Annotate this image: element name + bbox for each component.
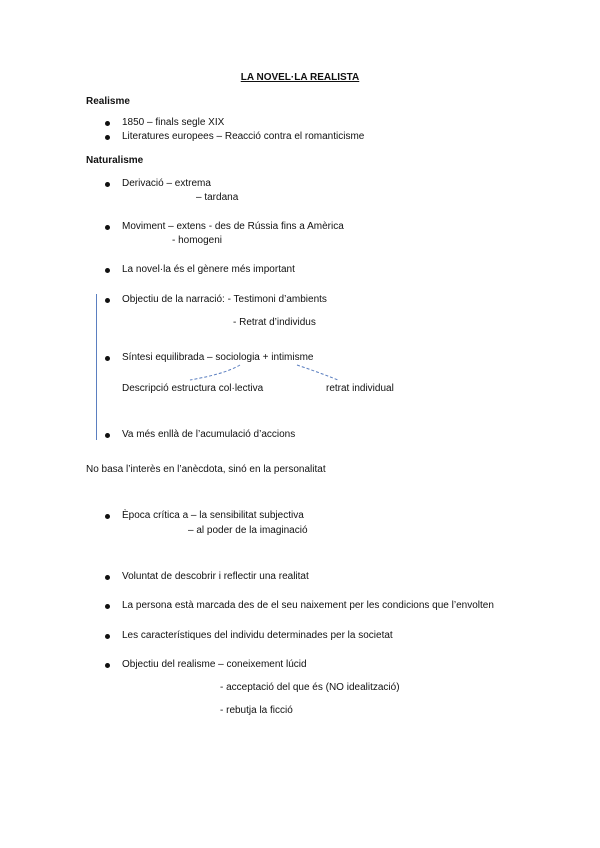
bullet-icon: [105, 604, 110, 609]
list-item: Objectiu de la narració: - Testimoni d’ambients: [122, 294, 327, 305]
list-item: Objectiu del realisme – coneixement lúcid: [122, 659, 307, 670]
list-item: Derivació – extrema: [122, 178, 211, 189]
list-item: Voluntat de descobrir i reflectir una realitat: [122, 571, 309, 582]
list-item-continuation: – tardana: [196, 192, 239, 203]
page-title: LA NOVEL·LA REALISTA: [240, 72, 360, 83]
bullet-icon: [105, 433, 110, 438]
connector-right: [297, 365, 338, 380]
bullet-icon: [105, 514, 110, 519]
paragraph: No basa l’interès en l’anècdota, sinó en la personalitat: [86, 464, 326, 475]
list-item-continuation: - Retrat d’individus: [233, 317, 316, 328]
list-item: Literatures europees – Reacció contra el romanticisme: [122, 131, 365, 142]
list-item: La persona està marcada des de el seu naixement per les condicions que l’envolten: [122, 600, 494, 611]
list-item: La novel·la és el gènere més important: [122, 264, 295, 275]
list-item: Moviment – extens - des de Rússia fins a Amèrica: [122, 221, 344, 232]
bullet-icon: [105, 663, 110, 668]
bullet-icon: [105, 575, 110, 580]
list-item-continuation: - homogeni: [172, 235, 223, 246]
list-item-continuation: - rebutja la ficció: [220, 705, 293, 716]
list-item: Època crítica a – la sensibilitat subjectiva: [122, 510, 304, 521]
list-item: Va més enllà de l’acumulació d’accions: [122, 429, 296, 440]
list-item-continuation: - acceptació del que és (NO idealització): [220, 682, 400, 693]
bullet-icon: [105, 634, 110, 639]
sub-item-descripcio: Descripció estructura col·lectiva: [122, 383, 264, 394]
sub-item-retrat: retrat individual: [326, 383, 394, 394]
list-item: 1850 – finals segle XIX: [122, 117, 225, 128]
list-item: Síntesi equilibrada – sociologia + intimisme: [122, 352, 314, 363]
list-item: Les característiques del individu determinades per la societat: [122, 630, 393, 641]
heading-realisme: Realisme: [86, 96, 130, 107]
connector-left: [190, 365, 240, 380]
heading-naturalisme: Naturalisme: [86, 155, 144, 166]
list-item-continuation: – al poder de la imaginació: [188, 525, 308, 536]
